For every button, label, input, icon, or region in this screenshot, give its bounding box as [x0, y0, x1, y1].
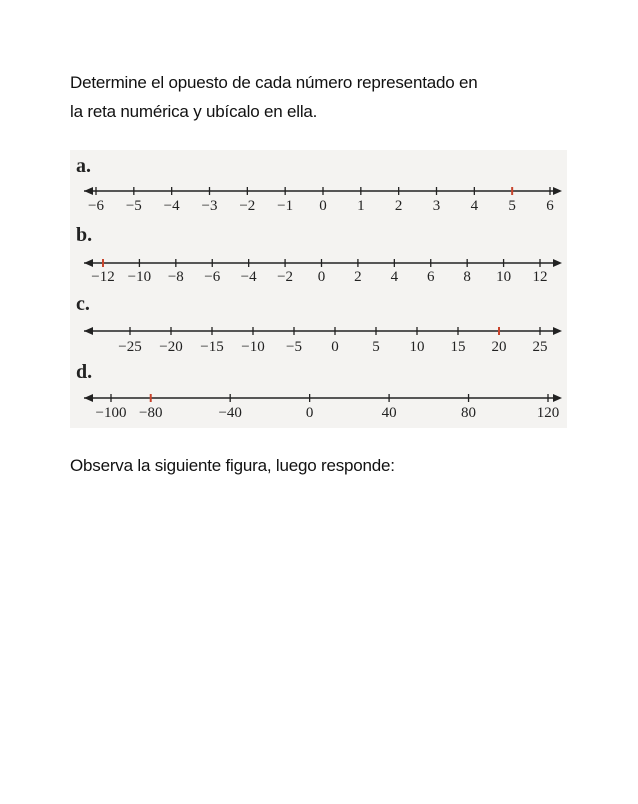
tick-label: −5: [125, 198, 142, 214]
tick-label: 12: [532, 269, 548, 285]
tick-label: −10: [127, 269, 152, 285]
line-label-4: d.: [76, 361, 93, 383]
tick-label: 0: [317, 269, 326, 285]
tick-label: −1: [277, 198, 294, 214]
tick-label: 0: [305, 405, 314, 421]
tick-label: 4: [390, 269, 399, 285]
tick-label: −12: [91, 269, 115, 285]
tick-label: −2: [239, 198, 256, 214]
number-lines-svg: [70, 150, 567, 428]
line-label-2: b.: [76, 224, 93, 246]
line-label-1: a.: [76, 155, 91, 177]
tick-label: −6: [204, 269, 221, 285]
tick-label: 15: [450, 339, 466, 355]
tick-label: 80: [461, 405, 477, 421]
tick-label: −3: [201, 198, 218, 214]
left-arrow-icon: [84, 327, 93, 335]
tick-label: 0: [319, 198, 327, 214]
instruction-line-2: la reta numérica y ubícalo en ella.: [70, 102, 318, 121]
right-arrow-icon: [553, 394, 562, 402]
tick-label: 10: [409, 339, 425, 355]
tick-label: 4: [470, 198, 479, 214]
tick-label: −8: [167, 269, 184, 285]
tick-label: 10: [496, 269, 512, 285]
left-arrow-icon: [84, 187, 93, 195]
tick-label: 120: [536, 405, 560, 421]
tick-label: −6: [88, 198, 104, 214]
tick-label: 1: [357, 198, 365, 214]
tick-label: 6: [427, 269, 435, 285]
tick-label: 25: [532, 339, 548, 355]
tick-label: 6: [546, 198, 554, 214]
tick-label: −15: [200, 339, 224, 355]
left-arrow-icon: [84, 259, 93, 267]
right-arrow-icon: [553, 187, 562, 195]
tick-label: −80: [138, 405, 163, 421]
tick-label: 5: [508, 198, 516, 214]
tick-label: 3: [432, 198, 441, 214]
number-lines-figure: [70, 150, 567, 428]
tick-label: −10: [241, 339, 265, 355]
tick-label: −20: [159, 339, 183, 355]
tick-label: 40: [381, 405, 397, 421]
tick-label: 20: [491, 339, 507, 355]
tick-label: −40: [218, 405, 242, 421]
instruction-line-1: Determine el opuesto de cada número representado en: [70, 73, 478, 92]
tick-label: −100: [95, 405, 127, 421]
tick-label: −25: [118, 339, 142, 355]
tick-label: −4: [240, 269, 257, 285]
right-arrow-icon: [553, 327, 562, 335]
tick-label: −5: [286, 339, 302, 355]
line-label-3: c.: [76, 293, 90, 315]
tick-label: 5: [372, 339, 380, 355]
right-arrow-icon: [553, 259, 562, 267]
tick-label: 0: [331, 339, 339, 355]
tick-label: 2: [394, 198, 403, 214]
tick-label: 8: [463, 269, 471, 285]
instruction-paragraph: [70, 68, 590, 126]
tick-label: −2: [277, 269, 294, 285]
prompt-paragraph: Observa la siguiente figura, luego responde:: [70, 456, 395, 475]
left-arrow-icon: [84, 394, 93, 402]
tick-label: −4: [163, 198, 180, 214]
tick-label: 2: [354, 269, 362, 285]
